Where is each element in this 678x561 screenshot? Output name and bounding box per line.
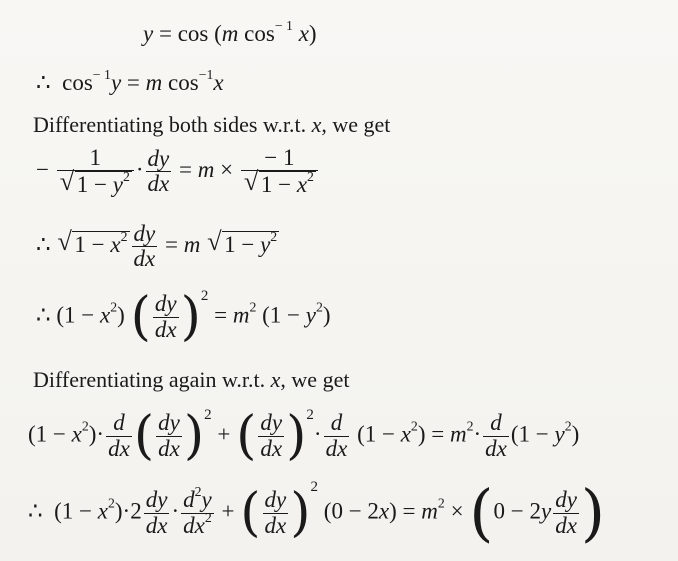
diff2-var: x: [270, 367, 281, 392]
diff1-part-b: , we get: [321, 112, 391, 137]
diff2-part-a: Differentiating again w.r.t.: [33, 367, 271, 392]
equation-line-8: $(1 - x^2)\cdot$ $\frac{d}{dx}$ ( $\frac{dy}{dx}$ )2 + ( $\frac{dy}{dx}$ )2· $\frac{d}{dx}$ $(1 - x^2) = m^2\cdot$ $\frac{d}{dx}$ $(1 - y^2)$: [28, 406, 580, 466]
equation-line-2: ∴ $\cos^{- 1}y = m$ $\cos^{-1}x$: [36, 66, 224, 95]
diff1-part-a: Differentiating both sides w.r.t.: [33, 112, 312, 137]
equation-line-5: ∴ √ $1 - x^2$ $\frac{dy}{dx}$ = m √ $1 - y^2$: [36, 222, 279, 271]
diff2-part-b: , we get: [280, 367, 350, 392]
equation-line-9: ∴ $(1 - x^2)\cdot 2$ $\frac{dy}{dx}$ · $\frac{d^2y}{dx^2}$ + ( $\frac{dy}{dx}$ )2 $(0 - 2x) = m^2 \times (0 - 2y$ $\frac{dy}{dx}$ ): [28, 476, 606, 549]
text-line-differentiate-1: [33, 114, 390, 136]
equation-line-6: ∴ $(1 - x^2)$ ( $\frac{dy}{dx}$ )$2 = m^2$ $(1 - y^2)$: [36, 287, 331, 347]
diff1-var: x: [311, 112, 322, 137]
equation-line-1: y = cos (m $\cos^{- 1} x$): [143, 17, 317, 46]
equation-line-4: − 1 √ $1 - y^2$ · $\frac{dy}{dx}$ = m × − 1 √ $1 - x^2$: [36, 146, 320, 197]
text-line-differentiate-2: [33, 369, 349, 391]
